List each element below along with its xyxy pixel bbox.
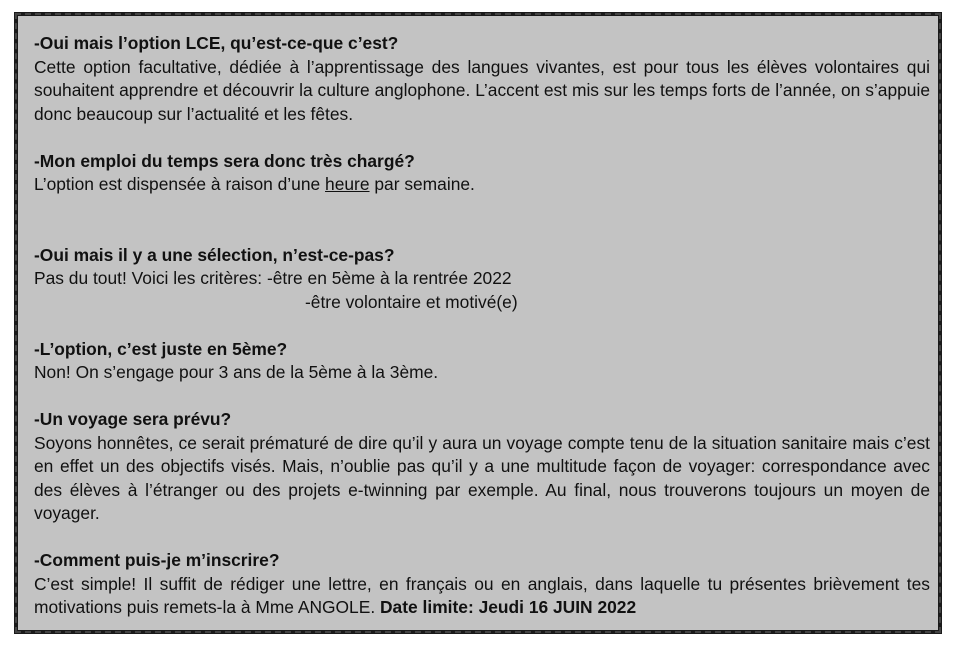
question-register: -Comment puis-je m’inscrire? — [34, 550, 280, 570]
answer-schedule-before: L’option est dispensée à raison d’une — [34, 174, 326, 194]
answer-register-text: C’est simple! Il suffit de rédiger une lettre, en français ou en anglais, dans laquelle tu présentes brièvement tes motivations puis remets-la à Mme ANGOLE. — [34, 573, 930, 617]
answer-register — [34, 573, 930, 620]
answer-trip: Soyons honnêtes, ce serait prématuré de dire qu’il y aura un voyage compte tenu de la situation sanitaire mais c’est en effet un des objectifs visés. Mais, n’oublie pas qu’il y a une multitude façon de voyager: correspondance avec des élèves à l’étranger ou des projets e-twinning par exemple. Au final, nous trouverons toujours un moyen de voyager. — [34, 432, 930, 523]
answer-lce: Cette option facultative, dédiée à l’apprentissage des langues vivantes, est pour tous les élèves volontaires qui souhaitent apprendre et découvrir la culture anglophone. L’accent est mis sur les temps forts de l’année, on s’appuie donc beaucoup sur l’actualité et les fêtes. — [34, 56, 930, 124]
faq-content — [34, 32, 930, 620]
answer-selection-line2: -être volontaire et motivé(e) — [305, 291, 518, 312]
answer-duration: Non! On s’engage pour 3 ans de la 5ème à la 3ème. — [34, 362, 439, 382]
answer-schedule-underlined: heure — [325, 174, 370, 194]
answer-schedule-after: par semaine. — [369, 174, 475, 194]
question-trip: -Un voyage sera prévu? — [34, 409, 232, 429]
deadline: Date limite: Jeudi 16 JUIN 2022 — [380, 597, 637, 617]
question-lce: -Oui mais l’option LCE, qu’est-ce-que c’est? — [34, 33, 399, 53]
question-duration: -L’option, c’est juste en 5ème? — [34, 338, 288, 359]
answer-schedule — [34, 173, 930, 197]
question-schedule: -Mon emploi du temps sera donc très chargé? — [34, 150, 415, 171]
question-selection: -Oui mais il y a une sélection, n’est-ce-pas? — [34, 244, 395, 265]
faq-panel — [14, 12, 942, 634]
answer-selection-line1: Pas du tout! Voici les critères: -être en 5ème à la rentrée 2022 — [34, 268, 512, 288]
